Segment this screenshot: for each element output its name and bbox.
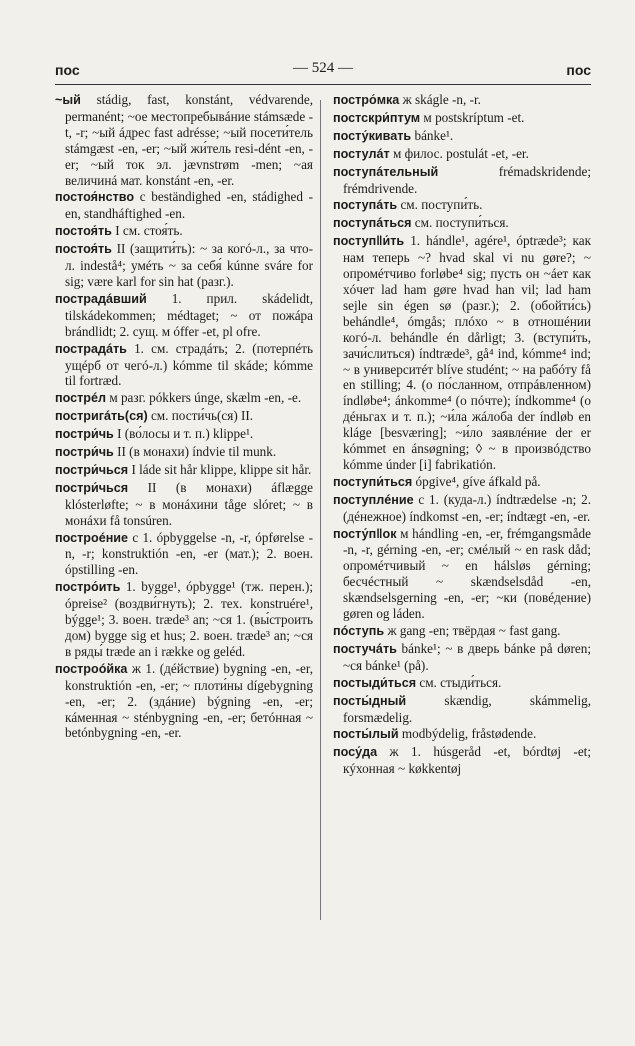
dictionary-entry: [333, 110, 591, 127]
header-rule: [55, 84, 591, 85]
entry-headword: пóступь: [333, 624, 385, 638]
entry-definition: с beständighed -en, stádighed -en, standháftighed -en.: [65, 189, 313, 222]
entry-definition: см. поступи́ться.: [411, 215, 509, 231]
dictionary-entry: [333, 675, 591, 692]
dictionary-entry: [333, 526, 591, 622]
entry-headword: посу́да: [333, 745, 378, 760]
entry-headword: ~ый: [55, 93, 81, 107]
entry-definition: 1. см. страдáть; 2. (потерпéть ущéрб от чегó-л.) kómme til skáde; kómme til fortræd.: [65, 340, 313, 389]
entry-definition: frémadskridende; frémdrivende.: [343, 163, 591, 196]
entry-definition: с 1. ópbyggelse -n, -r, ópførelse -n, -r; konstruktión -en, -er (мат.); 2. воен. ópstilling -en.: [65, 529, 313, 578]
entry-definition: см. стыди́ться.: [416, 674, 502, 690]
entry-definition: ж 1. húsgeråd -et, bórdtøj -et; кýхонная ~ køkkentøj: [343, 744, 591, 777]
running-head-left: пос: [55, 62, 80, 78]
dictionary-entry: [333, 233, 591, 473]
entry-definition: ж gang -en; твёрдая ~ fast gang.: [384, 623, 561, 638]
dictionary-entry: [55, 341, 313, 390]
dictionary-entry: [55, 189, 313, 222]
entry-headword: посту́п‖ок: [333, 526, 397, 541]
entry-headword: пострадáвший: [55, 291, 147, 306]
left-column: [55, 92, 313, 742]
entry-headword: постоя́нство: [55, 190, 135, 205]
dictionary-entry: [333, 744, 591, 777]
entry-headword: посту́кивать: [333, 128, 412, 143]
entry-headword: поступи́ться: [333, 474, 413, 489]
entry-definition: stádig, fast, konstánt, védvarende, permanént; ~ое местопребывáние stámsæde -t, -r; ~ый áдрес fast adrésse; ~ый посети́тель stámgæst -en, -er; ~ый жи́тель resi-dént -en, -er; ~ый ток эл. jævnstrøm -men; ~ая величинá мат. konstánt -en, -er.: [65, 92, 313, 188]
dictionary-entry: [55, 92, 313, 188]
entry-headword: постригáть(ся): [55, 409, 148, 424]
entry-headword: поступáть: [333, 198, 398, 213]
entry-definition: ж skágle -n, -r.: [399, 92, 481, 107]
dictionary-entry: [55, 390, 313, 407]
entry-definition: 1. прил. skádelidt, tilskádekommen; médtaget; ~ от пожáра brándlidt; 2. сущ. м óffer -et, pl ofre.: [65, 290, 313, 339]
dictionary-entry: [55, 241, 313, 290]
entry-headword: поступ‖и́ть: [333, 234, 405, 249]
entry-headword: постучáть: [333, 641, 397, 656]
entry-definition: bánke¹.: [411, 127, 454, 143]
dictionary-entry: [333, 146, 591, 163]
entry-headword: постулáт: [333, 146, 390, 161]
dictionary-entry: [333, 164, 591, 197]
dictionary-entry: [55, 480, 313, 529]
dictionary-entry: [55, 223, 313, 240]
dictionary-entry: [333, 474, 591, 491]
entry-headword: постро́ить: [55, 580, 121, 595]
entry-definition: м разг. pókkers únge, skælm -en, -e.: [106, 390, 302, 406]
entry-definition: с 1. (куда-л.) índtrædelse -n; 2. (дéнежное) índkomst -en, -er; índtægt -en, -er.: [343, 491, 591, 524]
entry-headword: посты́лый: [333, 727, 399, 742]
dictionary-entry: [333, 197, 591, 214]
entry-headword: постоя́ть: [55, 224, 112, 239]
entry-definition: II (в монахи) áflægge klósterløfte; ~ в монáхини tåge slóret; ~ в монáхи få tonsúren.: [65, 479, 313, 528]
dictionary-entry: [55, 408, 313, 425]
entry-definition: 1. hándle¹, agére¹, óptræde³; как нам теперь ~? hvad skal vi nu gøre?; ~ опромéтчиво forløbe⁴ sig; пусть он ~áет как хóчет lad ham gøre hvad han vil; lad ham sejle sin égen sø (разг.); 2. (обойти́сь) behándle⁴, ómgås; плóхо ~ в отношéнии когó-л. behándle én dårligt; 3. (вступи́ть, зачи́слиться) índtræde³, gå⁴ ind, kómme⁴ ind; ~ в университéт blíve studént; ~ на рабóту få en stilling; 4. (о по́сланном, отпрáвленном) índløbe⁴; ánkomme⁴ (о пóчте); índkomme⁴ (о дéньгах и т. п.); ~и́ла жáлоба der índløb en kláge [besværing]; ~и́ло заявлéние der er kómmet en ánsøgning; ◊ ~ в произвóдство kómme únder [i] fabrikatión.: [343, 233, 591, 472]
entry-headword: пострéл: [55, 391, 107, 406]
dictionary-entry: [55, 661, 313, 742]
entry-definition: I láde sit hår klippe, klippe sit hår.: [128, 461, 312, 477]
entry-definition: см. пости́чь(ся) II.: [147, 408, 254, 424]
entry-headword: построóйка: [55, 661, 128, 676]
entry-definition: ж 1. (дéйствие) bygning -en, -er, konstruktión -en, -er; ~ плоти́ны dígebygning -en, -er; 2. (здáние) býgning -en, -er; кáменная ~ sténbygning -en, -er; бетóнная ~ betónbygning -en, -er.: [65, 660, 313, 741]
entry-headword: посты́дный: [333, 693, 407, 708]
entry-headword: постыди́ться: [333, 675, 417, 690]
entry-headword: поступáтельный: [333, 164, 439, 179]
page-header: [55, 58, 591, 82]
entry-definition: I (во́лосы и т. п.) klippe¹.: [113, 426, 254, 442]
entry-definition: modbýdelig, fråstødende.: [398, 726, 537, 742]
dictionary-entry: [55, 426, 313, 443]
entry-headword: постоя́ть: [55, 242, 112, 257]
entry-headword: постри́чься: [55, 462, 129, 477]
dictionary-entry: [333, 128, 591, 145]
entry-definition: II (защити́ть): ~ за когó-л., за что-л. indestå⁴; умéть ~ за себя́ kúnne sváre for sig; være karl for sin hat (разг.).: [65, 241, 313, 289]
entry-headword: постри́чь: [55, 445, 114, 460]
column-divider: [320, 100, 321, 920]
dictionary-entry: [55, 530, 313, 579]
entry-headword: поступлéние: [333, 492, 414, 507]
dictionary-entry: [55, 462, 313, 479]
page-number: — 524 —: [293, 60, 353, 76]
dictionary-entry: [333, 623, 591, 640]
right-column: [333, 92, 591, 778]
entry-definition: I см. стоя́ть.: [111, 223, 183, 239]
running-head-right: пос: [566, 62, 591, 78]
entry-definition: м postskríptum -et.: [420, 109, 525, 125]
entry-headword: постро́мка: [333, 93, 400, 107]
entry-headword: постскри́птум: [333, 110, 421, 125]
dictionary-entry: [55, 579, 313, 660]
entry-definition: II (в монахи) índvie til munk.: [113, 444, 277, 460]
dictionary-entry: [333, 726, 591, 743]
dictionary-entry: [333, 492, 591, 525]
entry-definition: bánke¹; ~ в дверь bánke på døren; ~ся bánke¹ (på).: [343, 640, 591, 673]
dictionary-entry: [55, 444, 313, 461]
dictionary-entry: [55, 291, 313, 340]
entry-headword: построéние: [55, 530, 129, 545]
entry-definition: м hándling -en, -er, frémgangsmåde -n, -r, gérning -en, -er; смéлый ~ en rask dåd; опромéтчивый ~ en hálsløs gérning; бесчéстный ~ skændselsdåd -en, skændselsgerning -en, -er; ~ки (повéдение) gøren og láden.: [343, 525, 591, 622]
entry-headword: пострадáть: [55, 341, 127, 356]
dictionary-entry: [333, 641, 591, 674]
entry-headword: постри́чь: [55, 427, 114, 442]
entry-definition: 1. bygge¹, ópbygge¹ (тж. перен.); ópreise² (воздви́гнуть); 2. тех. konstruére¹, býgge¹; 3. воен. træde³ an; ~ся 1. (вы́строить дом) bygge sig et hus; 2. воен. træde³ an; ~ся в ряды́ træde an i række og geléd.: [65, 579, 313, 659]
entry-definition: skændig, skámmelig, forsmædelig.: [343, 692, 591, 725]
entry-definition: ópgive⁴, gíve áfkald på.: [412, 473, 541, 489]
entry-headword: поступáться: [333, 216, 412, 231]
dictionary-entry: [333, 92, 591, 109]
dictionary-entry: [333, 215, 591, 232]
dictionary-entry: [333, 693, 591, 726]
entry-definition: м филос. postulát -et, -er.: [389, 145, 529, 161]
entry-definition: см. поступи́ть.: [397, 197, 483, 213]
entry-headword: постри́чься: [55, 480, 129, 495]
